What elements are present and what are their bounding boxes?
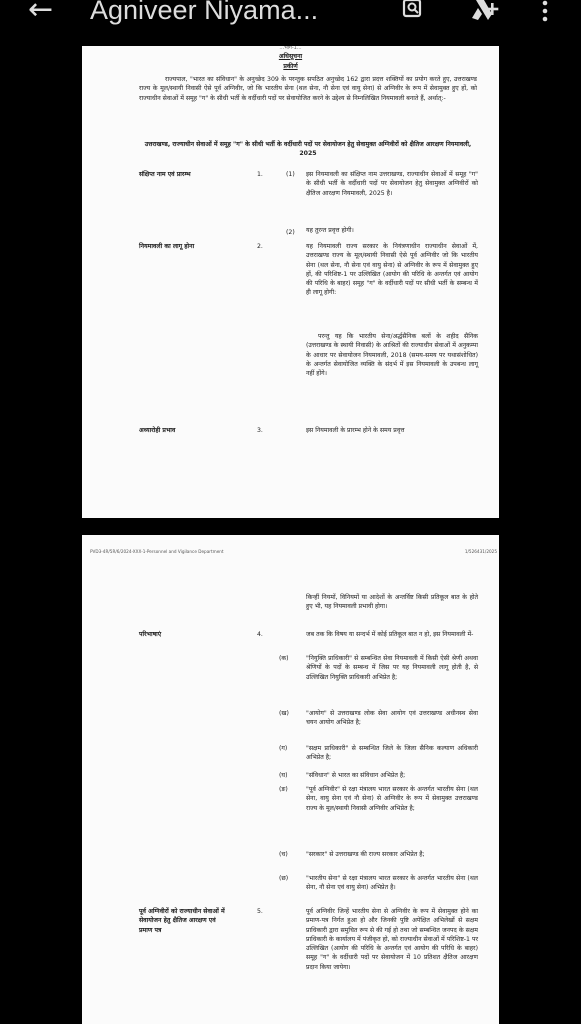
back-arrow-icon[interactable]: ←: [28, 0, 54, 27]
section-1-label: संक्षिप्त नाम एवं प्रारम्भ: [139, 171, 191, 178]
more-vertical-icon[interactable]: [538, 0, 552, 22]
section-3-number: 3.: [257, 427, 263, 434]
section-4-text: जब तक कि विषय या सन्दर्भ में कोई प्रतिकूल बात न हो, इस नियमावली में-: [306, 631, 474, 638]
definition-mark: (घ): [279, 772, 288, 779]
definition-mark: (छ): [279, 875, 289, 882]
heading-miscellaneous: प्रकीर्ण: [283, 63, 298, 70]
definition-text: "आयोग" से उत्तराखण्ड लोक सेवा आयोग एवं उत्तराखण्ड अधीनस्थ सेवा चयन आयोग अभिप्रेत है;: [306, 710, 478, 727]
drive-add-icon[interactable]: [470, 0, 496, 22]
section-4-label: परिभाषाएं: [139, 631, 162, 638]
document-title: Agniveer Niyama...: [90, 0, 319, 25]
definition-mark: (क): [279, 655, 289, 662]
section-5-label: पूर्व अग्निवीरों को राज्याधीन सेवाओं में सेवायोजन हेतु क्षैतिज आरक्षण एवं प्रमाण पत्र: [139, 908, 225, 934]
heading-notification: अधिसूचना: [278, 53, 303, 60]
definition-text: "सक्षम प्राधिकारी" से सम्बन्धित जिले के जिला सैनिक कल्याण अधिकारी अभिप्रेत है;: [306, 745, 478, 762]
intro-paragraph: राज्यपाल, "भारत का संविधान" के अनुच्छेद 309 के परन्तुक सपठित अनुच्छेद 162 द्वारा प्रदत्त शक्तियों का प्रयोग करते हुए, उत्तराखण्ड राज्य के मूल/स्थायी निवासी ऐसे पूर्व अग्निवीर, जो कि भारतीय सेना (थल सेना, नौ सेना एवं वायु सेना) से अग्निवीर के रूप में सेवामुक्त हुए हों, को राज्याधीन सेवाओं में समूह "ग" के सीधी भर्ती के वर्दीधारी पदों पर सेवायोजित करने के उद्देश्य से निम्नलिखित नियमावली बनाते हैं, अर्थात्:-: [139, 76, 477, 102]
section-2-text: यह नियमावली राज्य सरकार के नियंत्रणाधीन राज्याधीन सेवाओं में, उत्तराखण्ड राज्य के मूल/स्थायी निवासी ऐसे पूर्व अग्निवीर जो कि भारतीय सेना (थल सेना, नौ सेना एवं वायु सेना) से अग्निवीर के रूप में सेवामुक्त हुए हों, की परिशिष्ट-1 पर उल्लिखित (आयोग की परिधि के अन्तर्गत एवं आयोग की परिधि के बाहर) समूह "ग" के वर्दीधारी पदों पर सीधी भर्ती के सम्बन्ध में ही लागू होगी:: [306, 243, 478, 297]
rules-title: उत्तराखण्ड, राज्याधीन सेवाओं में समूह "ग" के सीधी भर्ती के वर्दीधारी पदों पर सेवायोजन हेतु सेवामुक्त अग्निवीरों को क्षैतिज आरक्षण नियमावली, 2025: [144, 141, 472, 158]
page-top-fragment: ...भाग-1...: [279, 46, 302, 51]
section-1-number: 1.: [257, 171, 263, 178]
search-document-icon[interactable]: [400, 0, 426, 22]
section-5-text: पूर्व अग्निवीर जिन्हें भारतीय सेना से अग्निवीर के रूप में सेवामुक्त होने का प्रमाण-पत्र निर्गत हुआ हो और जिनकी पुष्टि अपेक्षित अभिलेखों से सक्षम प्राधिकारी द्वारा समुचित रूप से की गई हो तथा जो सम्बन्धित जनपद के सक्षम प्राधिकारी के कार्यालय में पंजीकृत हो, को राज्याधीन सेवाओं में परिशिष्ट-1 पर उल्लिखित (आयोग की परिधि के अन्तर्गत एवं आयोग की परिधि के बाहर) समूह "ग" के वर्दीधारी पदों पर सेवायोजन में 10 प्रतिशत क्षैतिज आरक्षण प्रदान किया जायेगा।: [306, 908, 478, 971]
definition-mark: (ख): [279, 710, 289, 717]
definition-text: "नियुक्ति प्राधिकारी" से सम्बन्धित सेवा नियमावली में किसी ऐसी श्रेणी अथवा श्रेणियों के पदों के सम्बन्ध में जिस पर यह नियमावली लागू होती है, से उल्लिखित नियुक्ति प्राधिकारी अभिप्रेत है;: [306, 655, 478, 681]
section-2-label: नियमावली का लागू होना: [139, 243, 195, 250]
definition-text: "भारतीय सेना" से रक्षा मंत्रालय भारत सरकार के अन्तर्गत भारतीय सेना (थल सेना, नौ सेना एवं वायु सेना) अभिप्रेत है।: [306, 875, 478, 892]
section-1-1-mark: (1): [286, 171, 295, 178]
definition-text: "पूर्व अग्निवीर" से रक्षा मंत्रालय भारत सरकार के अन्तर्गत भारतीय सेना (थल सेना, वायु सेना एवं नौ सेना) से अग्निवीर के रूप में सेवामुक्त उत्तराखण्ड राज्य के मूल/स्थायी निवासी अग्निवीर अभिप्रेत है;: [306, 786, 478, 812]
section-3-continuation: किन्हीं नियमों, विनियमों या आदेशों के अन्तर्विष्ट किसी प्रतिकूल बात के होते हुए भी, यह नियमावली प्रभावी होगा।: [306, 594, 478, 611]
section-1-1-text: इस नियमावली का संक्षिप्त नाम उत्तराखण्ड, राज्याधीन सेवाओं में समूह "ग" के सीधी भर्ती के वर्दीधारी पदों पर सेवायोजन हेतु सेवामुक्त अग्निवीरों को क्षैतिज आरक्षण नियमावली, 2025 है।: [306, 171, 478, 197]
section-2-number: 2.: [257, 243, 263, 250]
app-bar: [0, 0, 581, 36]
section-4-number: 4.: [257, 631, 263, 638]
definition-mark: (ग): [279, 745, 288, 752]
definition-mark: (ङ): [279, 786, 288, 793]
definition-text: "सरकार" से उत्तराखण्ड की राज्य सरकार अभिप्रेत है;: [306, 851, 425, 858]
definition-mark: (च): [279, 851, 288, 858]
section-3-text: इस नियमावली के प्रारम्भ होने के समय प्रवृत्त: [306, 427, 405, 434]
page-header-right: 1/526431/2025: [464, 549, 497, 554]
section-1-2-text: यह तुरन्त प्रवृत्त होगी।: [306, 227, 354, 234]
document-page-1: [82, 46, 499, 518]
section-1-2-mark: (2): [286, 229, 295, 236]
document-page-2: [82, 535, 499, 1024]
section-3-label: अध्यारोही प्रभाव: [139, 427, 176, 434]
definition-text: "संविधान" से भारत का संविधान अभिप्रेत है;: [306, 772, 406, 779]
section-5-number: 5.: [257, 908, 263, 915]
page-header-left: PVD3-4R/5R/6/2024-XXX-1-Personnel and Vigilance Department: [90, 549, 224, 554]
section-2-proviso: परन्तु यह कि भारतीय सेना/अर्द्धसैनिक बलों के शहीद सैनिक (उत्तराखण्ड के स्थायी निवासी) के आश्रितों की राज्याधीन सेवाओं में अनुकम्पा के आधार पर सेवायोजन नियमावली, 2018 (समय-समय पर यथासंशोधित) के अन्तर्गत सेवायोजित व्यक्ति के संदर्भ में इस नियमावली के उपबन्ध लागू नहीं होंगे।: [306, 333, 478, 378]
